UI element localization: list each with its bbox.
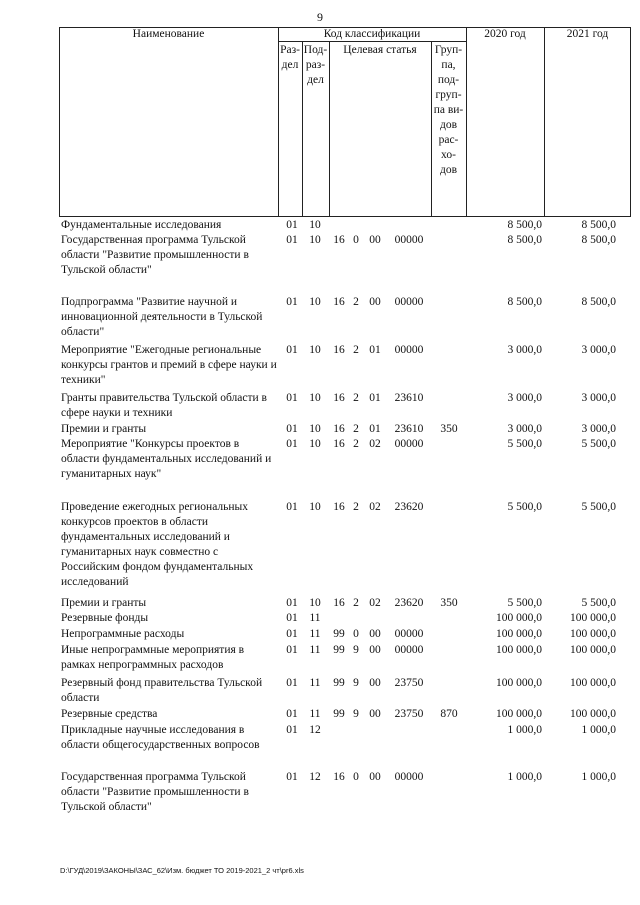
row-subsection: 10 bbox=[309, 438, 321, 450]
row-amount-2021: 5 500,0 bbox=[581, 438, 616, 450]
row-name: Резервные фонды bbox=[61, 612, 149, 624]
header-name: Наименование bbox=[132, 28, 205, 40]
row-section: 01 bbox=[286, 392, 298, 404]
row-target-program: 16 bbox=[333, 392, 345, 404]
table-header bbox=[59, 27, 631, 217]
row-target-program: 99 bbox=[333, 677, 345, 689]
row-target-subprogram: 2 bbox=[353, 392, 359, 404]
row-subsection: 10 bbox=[309, 597, 321, 609]
row-target-subprogram: 9 bbox=[353, 677, 359, 689]
row-target-program: 16 bbox=[333, 234, 345, 246]
row-target-direction: 00000 bbox=[394, 296, 424, 308]
header-target: Целевая статья bbox=[343, 44, 417, 56]
row-target-event: 02 bbox=[369, 438, 381, 450]
row-target-direction: 00000 bbox=[394, 234, 424, 246]
row-target-event: 01 bbox=[369, 344, 381, 356]
page-number: 9 bbox=[317, 10, 323, 24]
row-subsection: 11 bbox=[309, 708, 321, 720]
row-amount-2020: 8 500,0 bbox=[507, 296, 542, 308]
row-amount-2020: 100 000,0 bbox=[496, 612, 542, 624]
row-expense-group: 350 bbox=[440, 597, 458, 609]
row-name: Прикладные научные исследования в области общегосударственных вопросов bbox=[61, 724, 260, 751]
row-amount-2020: 1 000,0 bbox=[507, 771, 542, 783]
row-amount-2021: 1 000,0 bbox=[581, 724, 616, 736]
row-subsection: 10 bbox=[309, 501, 321, 513]
row-amount-2021: 1 000,0 bbox=[581, 771, 616, 783]
row-amount-2021: 8 500,0 bbox=[581, 234, 616, 246]
row-section: 01 bbox=[286, 771, 298, 783]
row-target-subprogram: 2 bbox=[353, 423, 359, 435]
row-amount-2021: 100 000,0 bbox=[570, 677, 616, 689]
row-target-event: 02 bbox=[369, 597, 381, 609]
header-year-2021: 2021 год bbox=[566, 28, 609, 40]
row-name: Резервные средства bbox=[61, 708, 158, 720]
row-name: Непрограммные расходы bbox=[61, 628, 185, 640]
row-target-direction: 00000 bbox=[394, 771, 424, 783]
header-group-line: дов bbox=[439, 164, 458, 176]
row-amount-2020: 3 000,0 bbox=[507, 423, 542, 435]
row-section: 01 bbox=[286, 597, 298, 609]
header-subsection bbox=[302, 43, 329, 88]
row-target-subprogram: 2 bbox=[353, 344, 359, 356]
header-divider bbox=[466, 27, 467, 217]
row-target-direction: 23610 bbox=[394, 392, 424, 404]
row-target-event: 01 bbox=[369, 423, 381, 435]
row-subsection: 12 bbox=[309, 724, 321, 736]
header-year-2020: 2020 год bbox=[484, 28, 526, 40]
header-section bbox=[278, 43, 302, 73]
row-amount-2020: 100 000,0 bbox=[496, 644, 542, 656]
row-section: 01 bbox=[286, 677, 298, 689]
row-section: 01 bbox=[286, 344, 298, 356]
row-target-direction: 00000 bbox=[394, 344, 424, 356]
row-target-event: 00 bbox=[369, 644, 381, 656]
row-target-direction: 23750 bbox=[394, 677, 424, 689]
row-target-event: 02 bbox=[369, 501, 381, 513]
row-target-subprogram: 0 bbox=[353, 234, 359, 246]
header-group-line: па ви- bbox=[433, 104, 464, 116]
row-subsection: 10 bbox=[309, 392, 321, 404]
row-target-program: 16 bbox=[333, 423, 345, 435]
row-name: Премии и гранты bbox=[61, 597, 147, 609]
row-section: 01 bbox=[286, 501, 298, 513]
row-name: Фундаментальные исследования bbox=[61, 219, 222, 231]
row-section: 01 bbox=[286, 724, 298, 736]
row-amount-2020: 8 500,0 bbox=[507, 219, 542, 231]
row-expense-group: 350 bbox=[440, 423, 458, 435]
header-code: Код классификации bbox=[323, 28, 421, 40]
row-amount-2021: 3 000,0 bbox=[581, 392, 616, 404]
row-name: Резервный фонд правительства Тульской области bbox=[61, 677, 263, 704]
row-section: 01 bbox=[286, 612, 298, 624]
row-amount-2020: 5 500,0 bbox=[507, 438, 542, 450]
row-amount-2020: 100 000,0 bbox=[496, 628, 542, 640]
row-name: Мероприятие "Конкурсы проектов в области фундаментальных исследований и гуманитарных наук" bbox=[61, 438, 272, 480]
row-target-event: 00 bbox=[369, 296, 381, 308]
row-amount-2021: 3 000,0 bbox=[581, 423, 616, 435]
row-subsection: 10 bbox=[309, 344, 321, 356]
row-target-subprogram: 9 bbox=[353, 708, 359, 720]
row-target-program: 16 bbox=[333, 438, 345, 450]
header-group-line: груп- bbox=[435, 89, 462, 101]
row-name: Подпрограмма "Развитие научной и инновационной деятельности в Тульской области" bbox=[61, 296, 263, 338]
row-target-subprogram: 0 bbox=[353, 628, 359, 640]
row-amount-2020: 1 000,0 bbox=[507, 724, 542, 736]
row-section: 01 bbox=[286, 234, 298, 246]
header-subsection-line: дел bbox=[307, 74, 324, 86]
row-target-program: 99 bbox=[333, 628, 345, 640]
row-target-direction: 23610 bbox=[394, 423, 424, 435]
row-name: Государственная программа Тульской области "Развитие промышленности в Тульской области" bbox=[61, 234, 249, 276]
row-name: Мероприятие "Ежегодные региональные конкурсы грантов и премий в сфере науки и техники" bbox=[61, 344, 277, 386]
row-name: Премии и гранты bbox=[61, 423, 147, 435]
header-group-line: рас- bbox=[438, 134, 459, 146]
row-target-program: 16 bbox=[333, 344, 345, 356]
row-subsection: 11 bbox=[309, 612, 321, 624]
row-amount-2020: 8 500,0 bbox=[507, 234, 542, 246]
row-amount-2020: 100 000,0 bbox=[496, 677, 542, 689]
row-amount-2021: 8 500,0 bbox=[581, 296, 616, 308]
row-amount-2020: 5 500,0 bbox=[507, 501, 542, 513]
row-subsection: 10 bbox=[309, 296, 321, 308]
row-subsection: 11 bbox=[309, 628, 321, 640]
header-group-line: Груп- bbox=[434, 44, 463, 56]
row-target-event: 00 bbox=[369, 708, 381, 720]
row-amount-2020: 5 500,0 bbox=[507, 597, 542, 609]
row-target-direction: 23620 bbox=[394, 501, 424, 513]
header-divider bbox=[544, 27, 545, 217]
row-amount-2021: 8 500,0 bbox=[581, 219, 616, 231]
header-left-border bbox=[59, 27, 60, 217]
header-subsection-line: Под- bbox=[303, 44, 328, 56]
row-amount-2021: 5 500,0 bbox=[581, 501, 616, 513]
row-name: Государственная программа Тульской области "Развитие промышленности в Тульской области" bbox=[61, 771, 249, 813]
row-section: 01 bbox=[286, 423, 298, 435]
row-target-subprogram: 2 bbox=[353, 501, 359, 513]
row-section: 01 bbox=[286, 708, 298, 720]
row-target-program: 16 bbox=[333, 501, 345, 513]
row-name: Проведение ежегодных региональных конкурсов проектов в области фундаментальных исследований и гуманитарных наук совместно с Российским фондом фундаментальных исследований bbox=[61, 501, 254, 588]
row-target-event: 00 bbox=[369, 771, 381, 783]
row-target-subprogram: 0 bbox=[353, 771, 359, 783]
row-target-direction: 00000 bbox=[394, 644, 424, 656]
row-expense-group: 870 bbox=[440, 708, 458, 720]
row-target-direction: 23750 bbox=[394, 708, 424, 720]
row-target-subprogram: 2 bbox=[353, 438, 359, 450]
row-amount-2021: 100 000,0 bbox=[570, 644, 616, 656]
row-amount-2021: 5 500,0 bbox=[581, 597, 616, 609]
row-target-event: 00 bbox=[369, 234, 381, 246]
header-subsection-line: раз- bbox=[305, 59, 326, 71]
row-section: 01 bbox=[286, 644, 298, 656]
row-target-event: 00 bbox=[369, 677, 381, 689]
row-section: 01 bbox=[286, 296, 298, 308]
header-group bbox=[431, 43, 466, 178]
row-name: Иные непрограммные мероприятия в рамках непрограммных расходов bbox=[61, 644, 245, 671]
row-target-subprogram: 9 bbox=[353, 644, 359, 656]
header-group-line: па, bbox=[441, 59, 456, 71]
row-target-program: 99 bbox=[333, 708, 345, 720]
row-subsection: 11 bbox=[309, 677, 321, 689]
header-bottom-border bbox=[59, 216, 631, 217]
row-name: Гранты правительства Тульской области в сфере науки и техники bbox=[61, 392, 267, 419]
row-amount-2021: 100 000,0 bbox=[570, 628, 616, 640]
row-target-program: 16 bbox=[333, 771, 345, 783]
row-target-program: 99 bbox=[333, 644, 345, 656]
row-section: 01 bbox=[286, 628, 298, 640]
row-amount-2021: 3 000,0 bbox=[581, 344, 616, 356]
header-group-line: хо- bbox=[441, 149, 456, 161]
row-amount-2021: 100 000,0 bbox=[570, 612, 616, 624]
file-path-footer: D:\ГУД\2019\ЗАКОНЫ\ЗАС_62\Изм. бюджет ТО 2019-2021_2 чт\pr6.xls bbox=[60, 866, 304, 875]
row-target-subprogram: 2 bbox=[353, 597, 359, 609]
row-amount-2020: 3 000,0 bbox=[507, 344, 542, 356]
header-group-line: под- bbox=[437, 74, 460, 86]
row-subsection: 11 bbox=[309, 644, 321, 656]
row-amount-2021: 100 000,0 bbox=[570, 708, 616, 720]
row-target-program: 16 bbox=[333, 296, 345, 308]
row-subsection: 10 bbox=[309, 219, 321, 231]
row-target-direction: 23620 bbox=[394, 597, 424, 609]
row-section: 01 bbox=[286, 438, 298, 450]
row-target-subprogram: 2 bbox=[353, 296, 359, 308]
row-subsection: 10 bbox=[309, 423, 321, 435]
header-section-line: Раз- bbox=[280, 44, 300, 56]
row-target-event: 01 bbox=[369, 392, 381, 404]
row-target-direction: 00000 bbox=[394, 438, 424, 450]
row-section: 01 bbox=[286, 219, 298, 231]
row-amount-2020: 100 000,0 bbox=[496, 708, 542, 720]
row-target-program: 16 bbox=[333, 597, 345, 609]
row-target-event: 00 bbox=[369, 628, 381, 640]
header-divider bbox=[329, 41, 330, 217]
header-section-line: дел bbox=[281, 59, 299, 71]
header-right-border bbox=[630, 27, 631, 217]
row-amount-2020: 3 000,0 bbox=[507, 392, 542, 404]
row-subsection: 10 bbox=[309, 234, 321, 246]
header-group-line: дов bbox=[439, 119, 458, 131]
row-target-direction: 00000 bbox=[394, 628, 424, 640]
row-subsection: 12 bbox=[309, 771, 321, 783]
